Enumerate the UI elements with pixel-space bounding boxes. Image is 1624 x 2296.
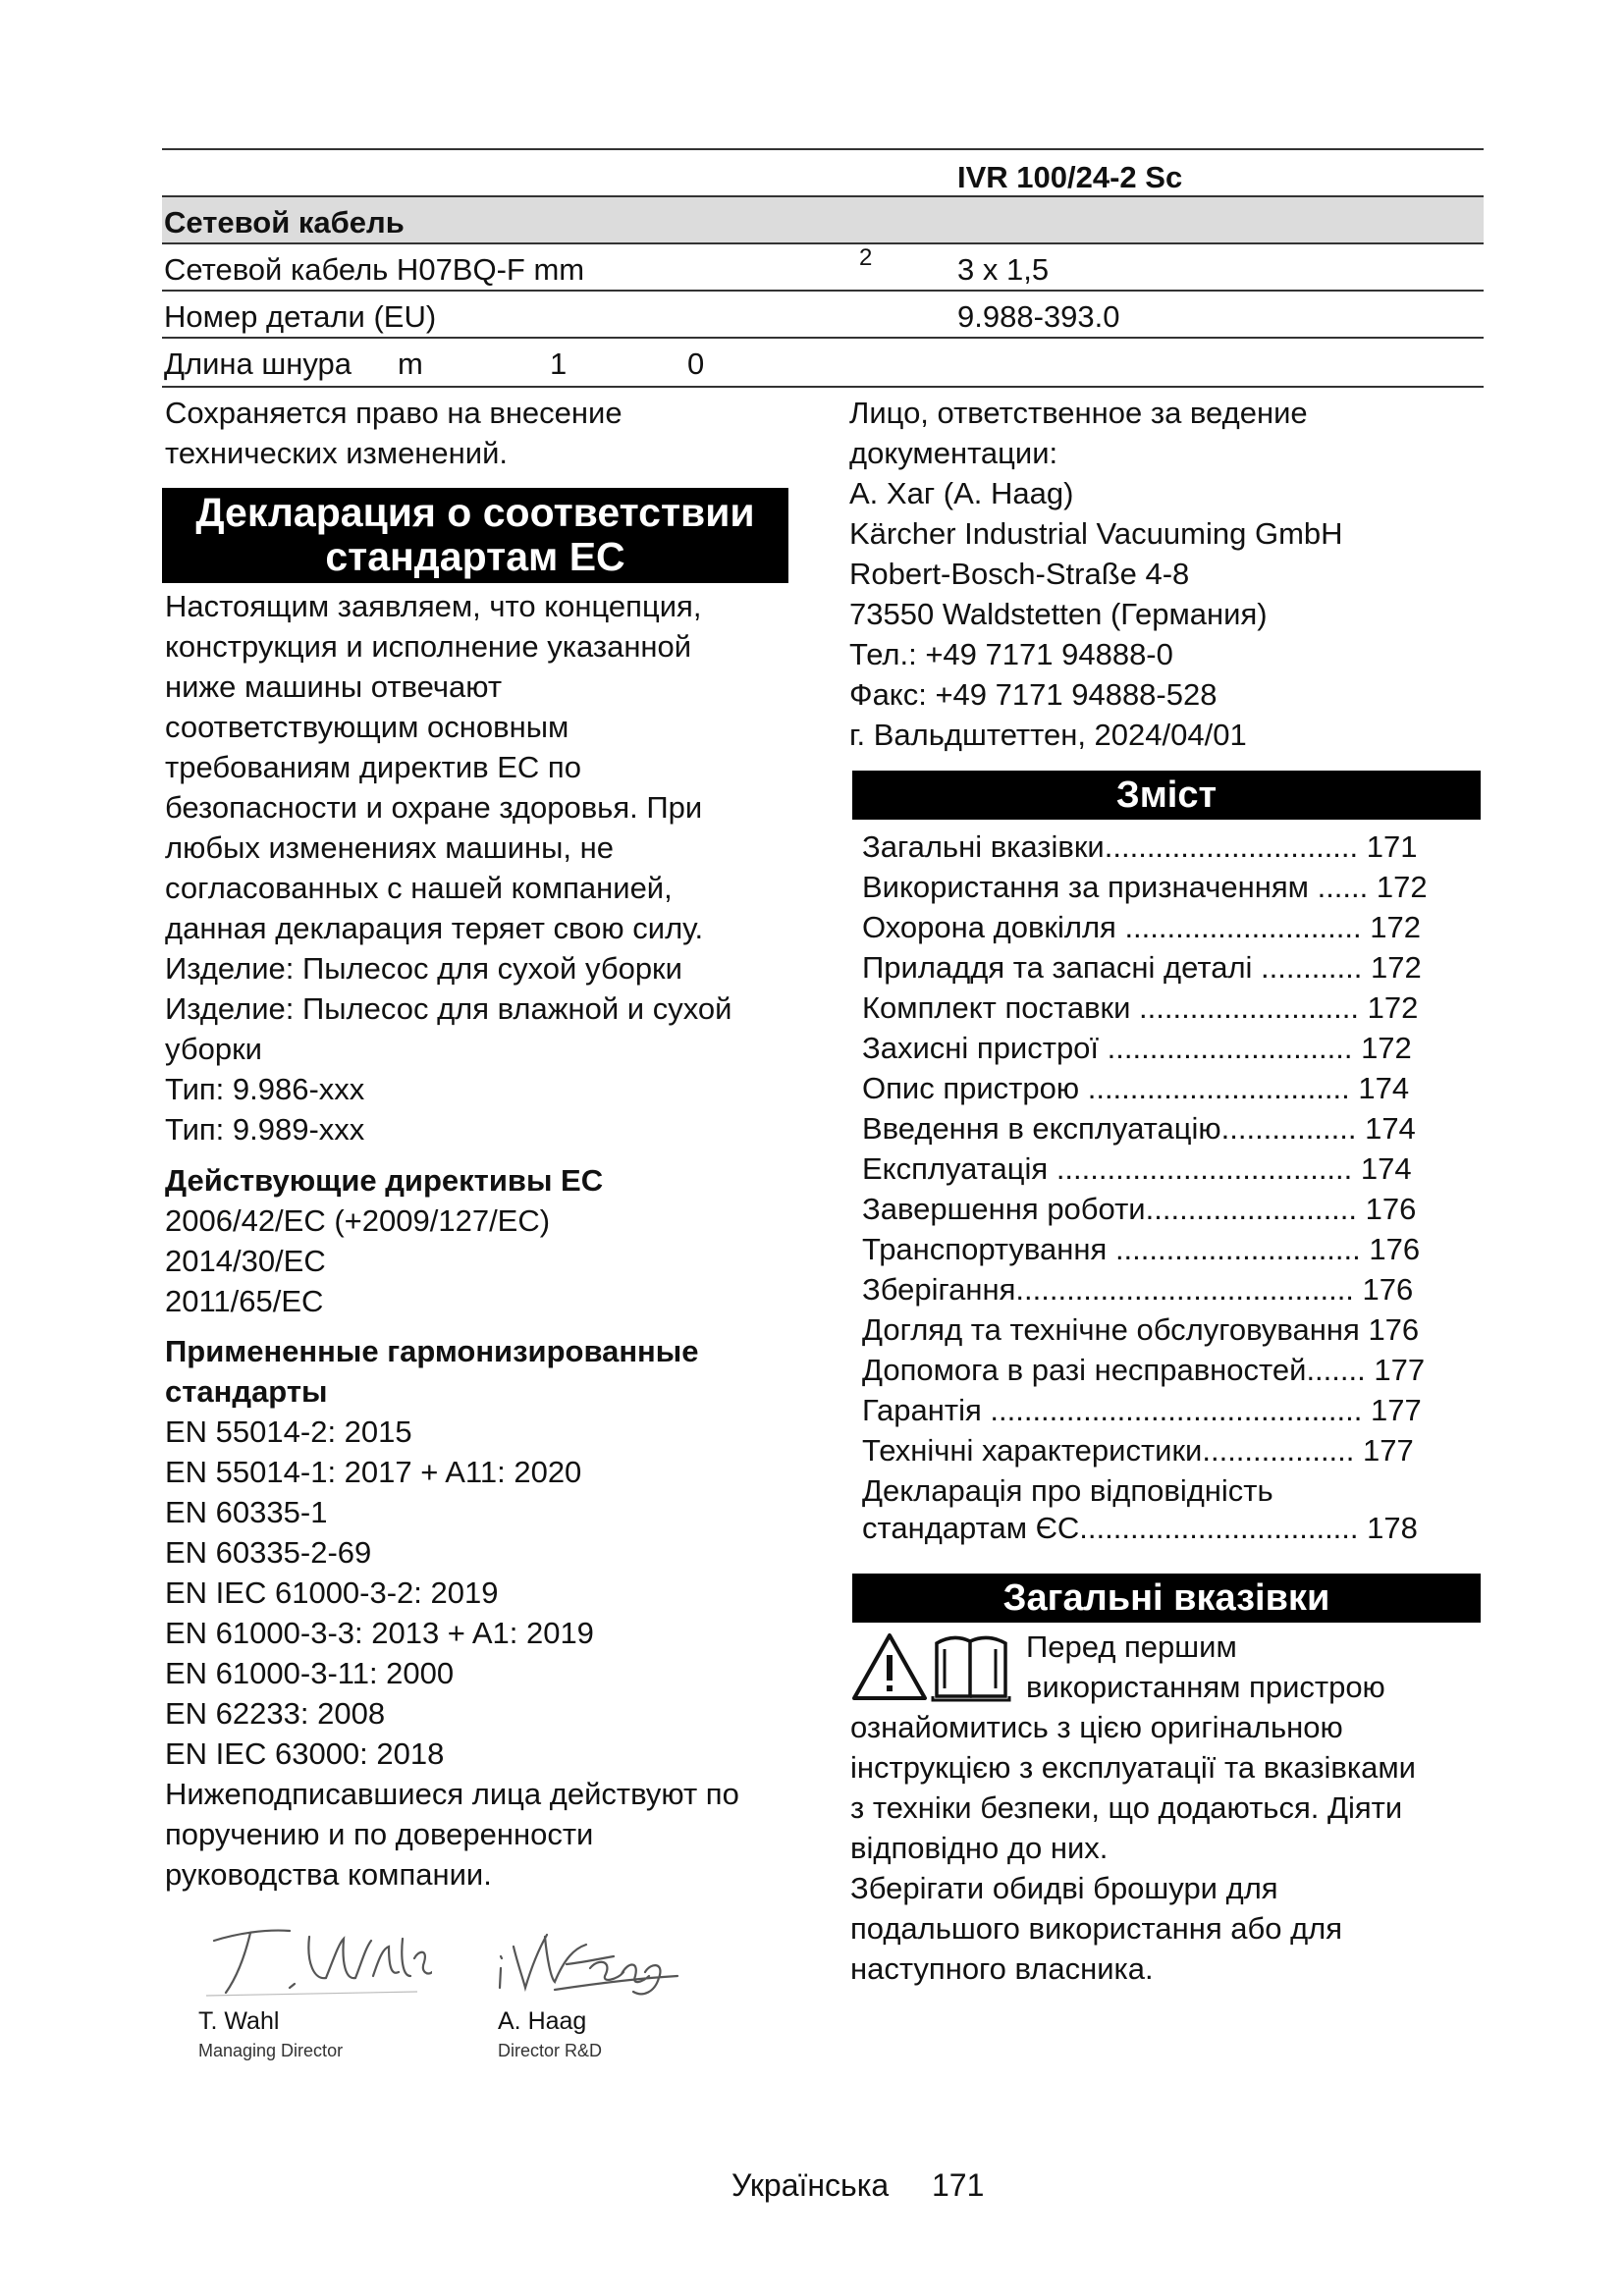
toc-page: 176 bbox=[1365, 1192, 1417, 1226]
toc-page: 177 bbox=[1370, 1393, 1422, 1427]
signature-block-haag bbox=[496, 1919, 692, 2066]
reserve-note: Сохраняется право на внесение технических изменений. bbox=[165, 396, 623, 470]
warning-icon bbox=[854, 1635, 925, 1698]
toc-item[interactable]: Загальні вказівки.............................. 171 bbox=[862, 829, 1418, 864]
row-value: 1 bbox=[550, 347, 568, 381]
toc-page: 177 bbox=[1363, 1433, 1414, 1468]
page-footer bbox=[731, 2167, 984, 2204]
toc-item[interactable]: Зберігання........................................ 176 bbox=[862, 1272, 1414, 1307]
toc-page: 172 bbox=[1371, 950, 1422, 985]
table-rule bbox=[162, 386, 1484, 388]
toc-item[interactable]: Догляд та технічне обслуговування 176 bbox=[862, 1312, 1420, 1347]
toc-item-continued[interactable]: стандартам ЄС................................. 178 bbox=[862, 1511, 1418, 1545]
table-row bbox=[162, 292, 1484, 337]
warning-and-manual-icons bbox=[850, 1631, 1022, 1702]
toc-page: 172 bbox=[1361, 1031, 1412, 1065]
footer-page-number: 171 bbox=[932, 2167, 985, 2203]
handwritten-signature-wahl bbox=[196, 1919, 432, 2002]
toc-title: Зміст bbox=[852, 771, 1481, 820]
toc-item[interactable]: Транспортування ............................. 176 bbox=[862, 1232, 1421, 1266]
signatory-role: Director R&D bbox=[498, 2041, 603, 2060]
toc-item[interactable]: Комплект поставки .......................... 172 bbox=[862, 990, 1419, 1025]
table-group-row bbox=[162, 197, 1484, 242]
group-title: Сетевой кабель bbox=[164, 205, 405, 240]
directives-title: Действующие директивы ЕС bbox=[165, 1163, 604, 1198]
table-rule bbox=[162, 148, 1484, 150]
toc-item[interactable]: Використання за призначенням ...... 172 bbox=[862, 870, 1428, 904]
toc-page: 176 bbox=[1362, 1272, 1414, 1307]
declaration-body: Настоящим заявляем, что концепция, конструкция и исполнение указанной ниже машины отвечают соответствующим основным требованиям директив ЕС по безопасности и охране здоровья. При любых изменениях машины, не согласованных с нашей компанией, данная декларация теряет свою силу. Изделие: Пылесос для сухой уборки Изделие: Пылесос для влажной и сухой уборки Тип: 9.986-xxx Тип: 9.989-xxx bbox=[165, 589, 732, 1147]
signatory-name: T. Wahl bbox=[198, 2007, 280, 2035]
toc-item[interactable]: Охорона довкілля ............................ 172 bbox=[862, 910, 1421, 944]
handwritten-signature-haag bbox=[496, 1919, 692, 2002]
toc-item[interactable]: Введення в експлуатацію................ 174 bbox=[862, 1111, 1416, 1146]
toc-item[interactable]: Гарантія ............................................ 177 bbox=[862, 1393, 1422, 1427]
row-value: 9.988-393.0 bbox=[957, 299, 1120, 334]
table-row bbox=[162, 244, 1484, 290]
toc-page: 172 bbox=[1376, 870, 1428, 904]
model-name: IVR 100/24-2 Sc bbox=[957, 160, 1183, 194]
toc-item[interactable]: Захисні пристрої ............................. 172 bbox=[862, 1031, 1412, 1065]
toc-item[interactable]: Декларація про відповідність bbox=[862, 1473, 1273, 1508]
toc-item[interactable]: Експлуатація ................................... 174 bbox=[862, 1151, 1412, 1186]
toc-page: 172 bbox=[1367, 990, 1419, 1025]
signatory-name: A. Haag bbox=[498, 2007, 587, 2035]
footer-language: Українська bbox=[731, 2167, 890, 2203]
directives-section: Действующие директивы ЕС 2006/42/EC (+2009/127/EC) 2014/30/EC 2011/65/EC bbox=[165, 1160, 603, 1321]
toc-page: 174 bbox=[1358, 1071, 1410, 1105]
standards-title: Примененные гармонизированные bbox=[165, 1334, 699, 1368]
row-value: 0 bbox=[687, 347, 705, 381]
toc-page: 176 bbox=[1369, 1232, 1421, 1266]
toc-item[interactable]: Завершення роботи......................... 176 bbox=[862, 1192, 1417, 1226]
standards-section: Примененные гармонизированные стандарты EN 55014-2: 2015 EN 55014-1: 2017 + A11: 2020 EN 60335-1 EN 60335-2-69 EN IEC 61000-3-2: 2019 EN 61000-3-3: 2013 + A1: 2019 EN 61000-3-11: 2000 EN 62233: 2008 EN IEC 63000: 2018 Нижеподписавшиеся лица действуют по поручению и по доверенности руководства компании. bbox=[165, 1331, 739, 1895]
row-label: Длина шнура bbox=[164, 347, 352, 381]
toc-page: 177 bbox=[1374, 1353, 1426, 1387]
row-label: Номер детали (EU) bbox=[164, 299, 437, 334]
toc-page: 171 bbox=[1366, 829, 1418, 864]
toc-item[interactable]: Технічні характеристики.................. 177 bbox=[862, 1433, 1414, 1468]
row-superscript: 2 bbox=[859, 244, 873, 271]
toc-page: 178 bbox=[1367, 1511, 1418, 1545]
row-unit: m bbox=[398, 347, 423, 381]
toc-item[interactable]: Опис пристрою ............................... 174 bbox=[862, 1071, 1410, 1105]
toc-item[interactable]: Допомога в разі несправностей....... 177 bbox=[862, 1353, 1426, 1387]
general-title: Загальні вказівки bbox=[852, 1574, 1481, 1623]
toc-page: 172 bbox=[1370, 910, 1421, 944]
general-body: ознайомитись з цією оригінальною інструкцією з експлуатації та вказівками з техніки безпеки, що додаються. Діяти відповідно до них. Зберігати обидві брошури для подальшого використання або для наступного власника. bbox=[850, 1710, 1416, 1986]
toc-item[interactable]: Приладдя та запасні деталі ............ 172 bbox=[862, 950, 1422, 985]
signature-block-wahl bbox=[196, 1919, 432, 2066]
contact-block: Лицо, ответственное за ведение документации: А. Хаг (A. Haag) Kärcher Industrial Vacuuming GmbH Robert-Bosch-Straße 4-8 73550 Waldstetten (Германия) Тел.: +49 7171 94888-0 Факс: +49 7171 94888-528 г. Вальдштеттен, 2024/04/01 bbox=[849, 396, 1343, 752]
toc-page: 176 bbox=[1368, 1312, 1420, 1347]
signatory-role: Managing Director bbox=[198, 2041, 344, 2060]
row-value: 3 x 1,5 bbox=[957, 252, 1050, 287]
manual-book-icon bbox=[933, 1637, 1009, 1700]
toc-page: 174 bbox=[1365, 1111, 1416, 1146]
table-row bbox=[162, 339, 1484, 384]
declaration-title: Декларация о соответствии стандартам ЕС bbox=[162, 488, 788, 583]
general-intro: Перед першим використанням пристрою bbox=[1026, 1629, 1385, 1704]
toc-page: 174 bbox=[1360, 1151, 1412, 1186]
row-label: Сетевой кабель H07BQ-F mm bbox=[164, 252, 585, 287]
table-header-row bbox=[162, 152, 1484, 197]
